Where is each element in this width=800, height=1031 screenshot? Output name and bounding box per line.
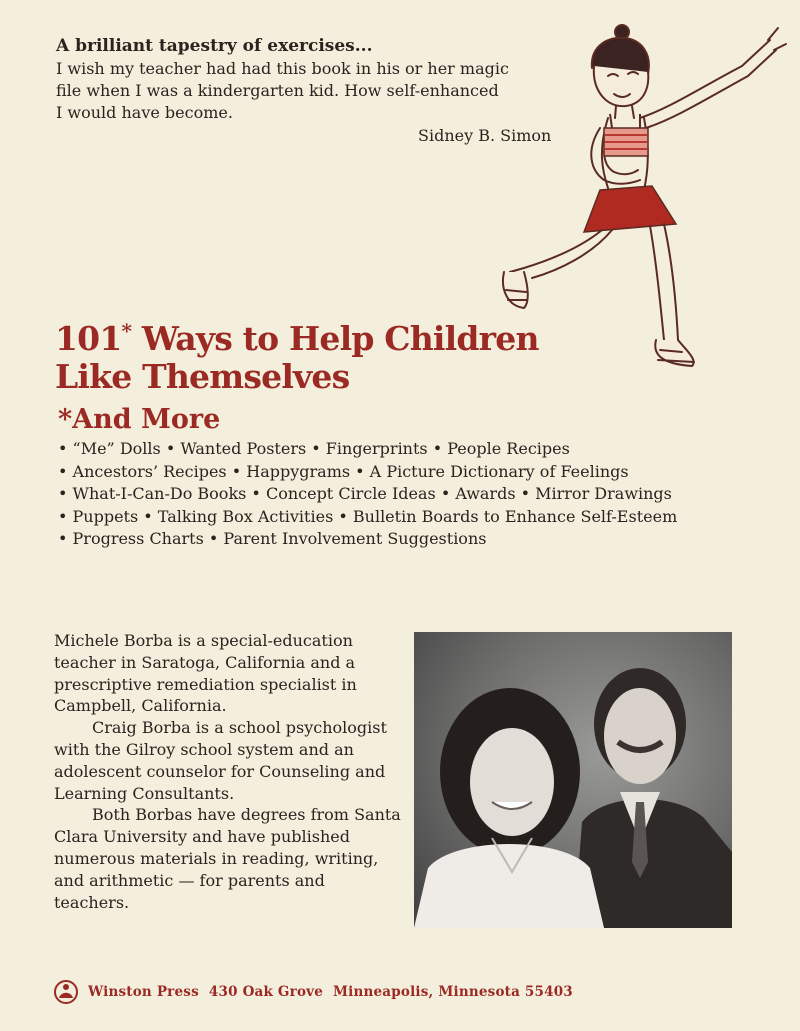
quote-line: file when I was a kindergarten kid. How self-enhanced bbox=[56, 81, 499, 100]
and-more-heading: *And More bbox=[58, 404, 221, 435]
winston-press-logo-icon bbox=[54, 980, 78, 1004]
feature-list-item: • Puppets • Talking Box Activities • Bulletin Boards to Enhance Self-Esteem bbox=[58, 506, 678, 526]
author-photo-image bbox=[414, 632, 732, 928]
title-line-1-text: Ways to Help Children bbox=[131, 319, 539, 358]
quote-line: I would have become. bbox=[56, 103, 233, 122]
publisher-address: 430 Oak Grove bbox=[208, 984, 324, 1000]
title-line-1 bbox=[55, 312, 539, 358]
title-number: 101 bbox=[55, 319, 122, 358]
feature-list bbox=[58, 438, 677, 551]
quote-line: I wish my teacher had had this book in his or her magic bbox=[56, 59, 509, 78]
title-asterisk: * bbox=[121, 319, 132, 343]
bio-paragraph: Michele Borba is a special-education teacher in Saratoga, California and a prescriptive remediation specialist in Campbell, California. bbox=[54, 631, 357, 716]
quote-attribution: Sidney B. Simon bbox=[418, 126, 552, 145]
bio-paragraph: Craig Borba is a school psychologist with the Gilroy school system and an adolescent counselor for Counseling and Learning Consultants. bbox=[54, 718, 387, 803]
feature-list-item: • Ancestors’ Recipes • Happygrams • A Picture Dictionary of Feelings bbox=[58, 461, 629, 481]
publisher-city: Minneapolis, Minnesota 55403 bbox=[333, 984, 573, 1000]
title-line-2: Like Themselves bbox=[55, 357, 350, 396]
publisher-name: Winston Press bbox=[88, 984, 199, 1000]
quote-heading: A brilliant tapestry of exercises... bbox=[56, 36, 373, 56]
feature-list-item: • What-I-Can-Do Books • Concept Circle Ideas • Awards • Mirror Drawings bbox=[58, 484, 672, 504]
bio-paragraph: Both Borbas have degrees from Santa Clara University and have published numerous materials in reading, writing, and arithmetic — for parents and teachers. bbox=[54, 805, 401, 912]
feature-list-item: • “Me” Dolls • Wanted Posters • Fingerprints • People Recipes bbox=[58, 439, 570, 458]
author-photo bbox=[414, 632, 732, 928]
book-title bbox=[55, 312, 539, 396]
author-bio bbox=[54, 630, 404, 913]
feature-list-item: • Progress Charts • Parent Involvement Suggestions bbox=[58, 529, 487, 549]
publisher-footer bbox=[54, 980, 573, 1004]
